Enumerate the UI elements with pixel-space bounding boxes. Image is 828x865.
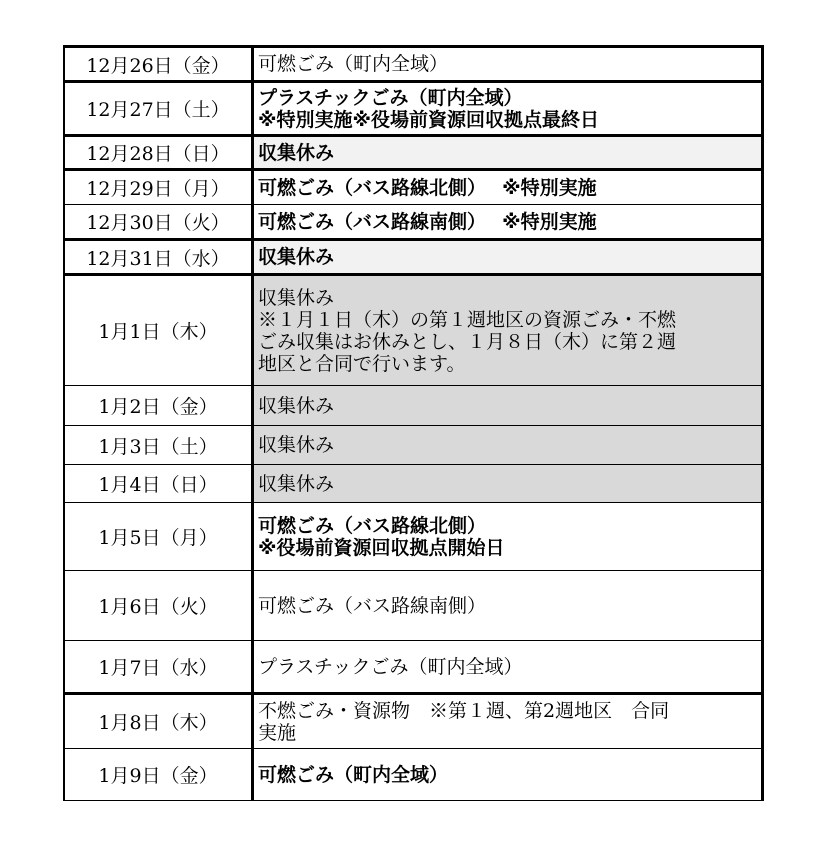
schedule-description: [253, 426, 763, 465]
schedule-row: [64, 426, 763, 465]
schedule-date: 1月5日（月）: [64, 503, 253, 571]
schedule-date: 12月27日（土）: [64, 82, 253, 136]
schedule-description: [253, 136, 763, 170]
schedule-description: [253, 82, 763, 136]
description-line: ※特別実施※役場前資源回収拠点最終日: [258, 108, 599, 131]
description-line: 可燃ごみ（バス路線北側） ※特別実施: [258, 176, 597, 199]
description-line: ※役場前資源回収拠点開始日: [258, 536, 505, 559]
schedule-description: [253, 465, 763, 503]
description-line: ごみ収集はお休みとし、１月８日（木）に第２週: [258, 330, 677, 353]
schedule-row: [64, 503, 763, 571]
schedule-row: [64, 136, 763, 170]
schedule-row: [64, 694, 763, 749]
description-line: 収集休み: [258, 286, 335, 309]
schedule-body: [64, 47, 763, 801]
description-line: 収集休み: [258, 141, 335, 164]
description-line: 可燃ごみ（町内全域）: [258, 763, 449, 786]
schedule-date: 1月3日（土）: [64, 426, 253, 465]
schedule-date: 1月4日（日）: [64, 465, 253, 503]
schedule-row: [64, 571, 763, 641]
schedule-description: [253, 503, 763, 571]
description-line: 地区と合同で行います。: [258, 352, 466, 375]
schedule-row: [64, 205, 763, 240]
schedule-row: [64, 170, 763, 205]
description-line: 収集休み: [258, 246, 335, 268]
description-line: プラスチックごみ（町内全域）: [258, 655, 523, 678]
description-line: ※１月１日（木）の第１週地区の資源ごみ・不燃: [258, 308, 677, 331]
collection-schedule-table: [63, 45, 764, 801]
description-line: 不燃ごみ・資源物 ※第１週、第2週地区 合同: [258, 699, 670, 722]
schedule-row: [64, 386, 763, 426]
description-line: 収集休み: [258, 394, 335, 417]
schedule-row: [64, 465, 763, 503]
schedule-row: [64, 275, 763, 386]
schedule-description: [253, 571, 763, 641]
schedule-date: 12月28日（日）: [64, 136, 253, 170]
schedule-row: [64, 749, 763, 801]
description-line: 収集休み: [258, 434, 335, 456]
schedule-row: [64, 641, 763, 694]
schedule-date: 1月9日（金）: [64, 749, 253, 801]
schedule-description: [253, 170, 763, 205]
schedule-row: [64, 82, 763, 136]
schedule-description: [253, 386, 763, 426]
schedule-date: 12月30日（火）: [64, 205, 253, 240]
schedule-date: 12月31日（水）: [64, 240, 253, 275]
schedule-date: 12月29日（月）: [64, 170, 253, 205]
schedule-date: 1月2日（金）: [64, 386, 253, 426]
description-line: 実施: [258, 721, 297, 744]
description-line: 可燃ごみ（バス路線南側）: [258, 594, 487, 617]
schedule-description: [253, 275, 763, 386]
schedule-date: 1月8日（木）: [64, 694, 253, 749]
description-line: 可燃ごみ（バス路線北側）: [258, 514, 487, 537]
schedule-description: [253, 205, 763, 240]
description-line: 収集休み: [258, 472, 335, 495]
description-line: プラスチックごみ（町内全域）: [258, 86, 523, 109]
description-line: 可燃ごみ（バス路線南側） ※特別実施: [258, 210, 597, 233]
schedule-description: [253, 47, 763, 82]
schedule-description: [253, 240, 763, 275]
schedule-row: [64, 47, 763, 82]
description-line: 可燃ごみ（町内全域）: [258, 53, 449, 75]
schedule-date: 1月7日（水）: [64, 641, 253, 694]
schedule-description: [253, 641, 763, 694]
schedule-date: 12月26日（金）: [64, 47, 253, 82]
schedule-row: [64, 240, 763, 275]
schedule-description: [253, 694, 763, 749]
schedule-date: 1月1日（木）: [64, 275, 253, 386]
schedule-description: [253, 749, 763, 801]
schedule-date: 1月6日（火）: [64, 571, 253, 641]
